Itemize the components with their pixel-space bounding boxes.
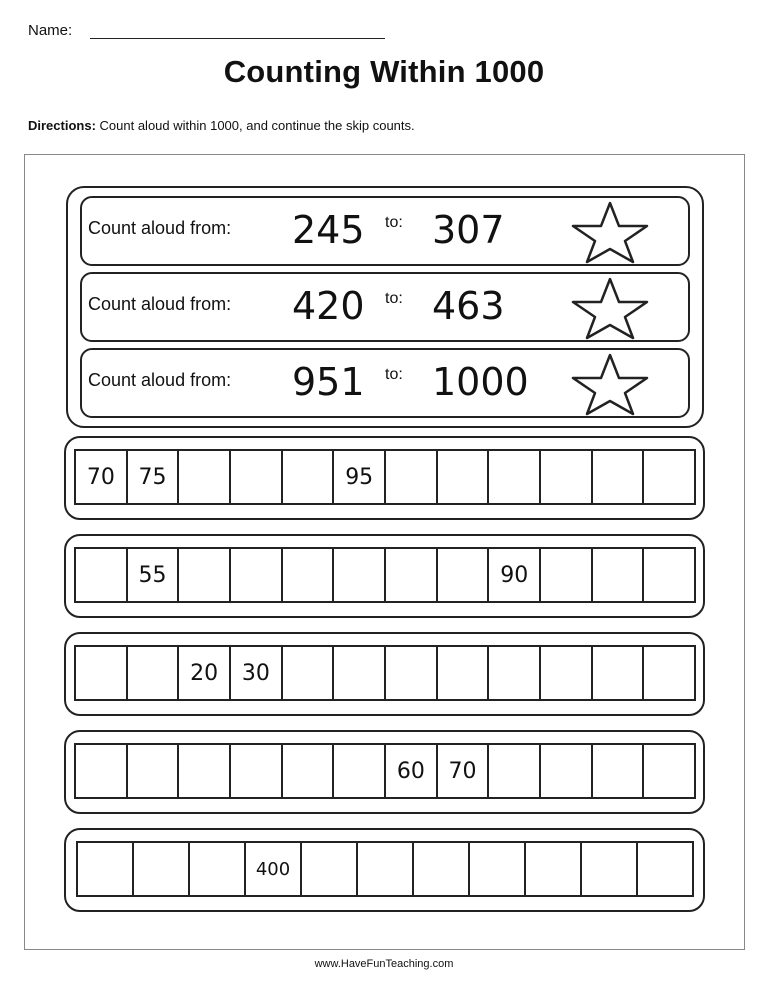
skip-count-cell[interactable] xyxy=(334,647,386,699)
count-row-to-label: to: xyxy=(385,214,403,231)
directions-label: Directions: xyxy=(28,118,96,133)
skip-count-cell[interactable] xyxy=(283,451,335,503)
footer-url: www.HaveFunTeaching.com xyxy=(314,958,454,970)
skip-count-cell[interactable] xyxy=(231,745,283,797)
skip-count-cell[interactable] xyxy=(541,549,593,601)
count-row-to-label: to: xyxy=(385,366,403,383)
skip-count-cell[interactable] xyxy=(438,647,490,699)
count-row-to: 463 xyxy=(432,284,505,328)
skip-count-cell[interactable]: 70 xyxy=(76,451,128,503)
skip-count-row xyxy=(64,730,705,814)
count-row-from: 420 xyxy=(292,284,365,328)
skip-count-cell[interactable] xyxy=(76,549,128,601)
skip-count-cell[interactable] xyxy=(541,647,593,699)
count-row xyxy=(80,196,690,266)
skip-count-row xyxy=(64,534,705,618)
skip-count-cell[interactable] xyxy=(644,549,696,601)
skip-count-cell[interactable]: 30 xyxy=(231,647,283,699)
skip-count-cell[interactable] xyxy=(283,647,335,699)
count-row xyxy=(80,348,690,418)
skip-count-cell[interactable] xyxy=(593,647,645,699)
page-title: Counting Within 1000 xyxy=(223,54,545,89)
skip-count-cell[interactable] xyxy=(582,843,638,895)
skip-count-cells xyxy=(74,645,696,701)
skip-count-cell[interactable] xyxy=(638,843,694,895)
skip-count-cell[interactable] xyxy=(334,549,386,601)
name-line[interactable] xyxy=(90,38,385,39)
skip-count-cells xyxy=(74,743,696,799)
name-label: Name: xyxy=(28,22,73,39)
skip-count-cell[interactable] xyxy=(526,843,582,895)
skip-count-cell[interactable] xyxy=(386,451,438,503)
skip-count-cell[interactable] xyxy=(283,549,335,601)
count-row-label: Count aloud from: xyxy=(88,294,232,314)
skip-count-cell[interactable] xyxy=(644,647,696,699)
skip-count-cell[interactable] xyxy=(644,745,696,797)
skip-count-cell[interactable] xyxy=(644,451,696,503)
count-row-label: Count aloud from: xyxy=(88,370,232,390)
star-icon xyxy=(568,200,652,264)
skip-count-cell[interactable]: 55 xyxy=(128,549,180,601)
skip-count-cell[interactable] xyxy=(179,745,231,797)
skip-count-cell[interactable] xyxy=(179,549,231,601)
skip-count-cell[interactable]: 70 xyxy=(438,745,490,797)
skip-count-row xyxy=(64,632,705,716)
count-row xyxy=(80,272,690,342)
skip-count-cell[interactable]: 60 xyxy=(386,745,438,797)
skip-count-cell[interactable] xyxy=(128,647,180,699)
skip-count-cell[interactable]: 20 xyxy=(179,647,231,699)
skip-count-cell[interactable] xyxy=(231,549,283,601)
skip-count-cell[interactable] xyxy=(414,843,470,895)
skip-count-cell[interactable] xyxy=(593,745,645,797)
skip-count-cell[interactable] xyxy=(541,745,593,797)
skip-count-cell[interactable] xyxy=(438,549,490,601)
skip-count-cell[interactable] xyxy=(190,843,246,895)
directions-text: Count aloud within 1000, and continue the skip counts. xyxy=(95,118,415,133)
star-icon xyxy=(568,352,652,416)
count-row-label: Count aloud from: xyxy=(88,218,232,238)
skip-count-cell[interactable] xyxy=(76,647,128,699)
skip-count-cell[interactable] xyxy=(358,843,414,895)
skip-count-cell[interactable] xyxy=(134,843,190,895)
skip-count-cell[interactable] xyxy=(128,745,180,797)
skip-count-cell[interactable] xyxy=(76,745,128,797)
skip-count-cell[interactable]: 75 xyxy=(128,451,180,503)
skip-count-cell[interactable] xyxy=(489,451,541,503)
skip-count-cell[interactable] xyxy=(541,451,593,503)
count-row-from: 951 xyxy=(292,360,365,404)
skip-count-cell[interactable] xyxy=(489,745,541,797)
skip-count-cell[interactable] xyxy=(179,451,231,503)
count-row-to: 307 xyxy=(432,208,505,252)
skip-count-cell[interactable] xyxy=(334,745,386,797)
directions xyxy=(28,118,415,133)
skip-count-cell[interactable] xyxy=(489,647,541,699)
skip-count-cell[interactable] xyxy=(231,451,283,503)
skip-count-cells xyxy=(74,547,696,603)
skip-count-cell[interactable] xyxy=(470,843,526,895)
skip-count-cell[interactable] xyxy=(78,843,134,895)
skip-count-cell[interactable] xyxy=(283,745,335,797)
skip-count-cell[interactable] xyxy=(593,451,645,503)
skip-count-cell[interactable] xyxy=(386,647,438,699)
skip-count-cell[interactable] xyxy=(593,549,645,601)
star-icon xyxy=(568,276,652,340)
skip-count-row xyxy=(64,828,705,912)
skip-count-cell[interactable] xyxy=(438,451,490,503)
skip-count-cell[interactable]: 400 xyxy=(246,843,302,895)
count-row-to: 1000 xyxy=(432,360,529,404)
skip-count-cell[interactable] xyxy=(302,843,358,895)
skip-count-cell[interactable]: 95 xyxy=(334,451,386,503)
skip-count-cells xyxy=(74,449,696,505)
skip-count-row xyxy=(64,436,705,520)
count-row-from: 245 xyxy=(292,208,365,252)
skip-count-cell[interactable] xyxy=(386,549,438,601)
count-row-to-label: to: xyxy=(385,290,403,307)
skip-count-cell[interactable]: 90 xyxy=(489,549,541,601)
skip-count-cells xyxy=(76,841,694,897)
